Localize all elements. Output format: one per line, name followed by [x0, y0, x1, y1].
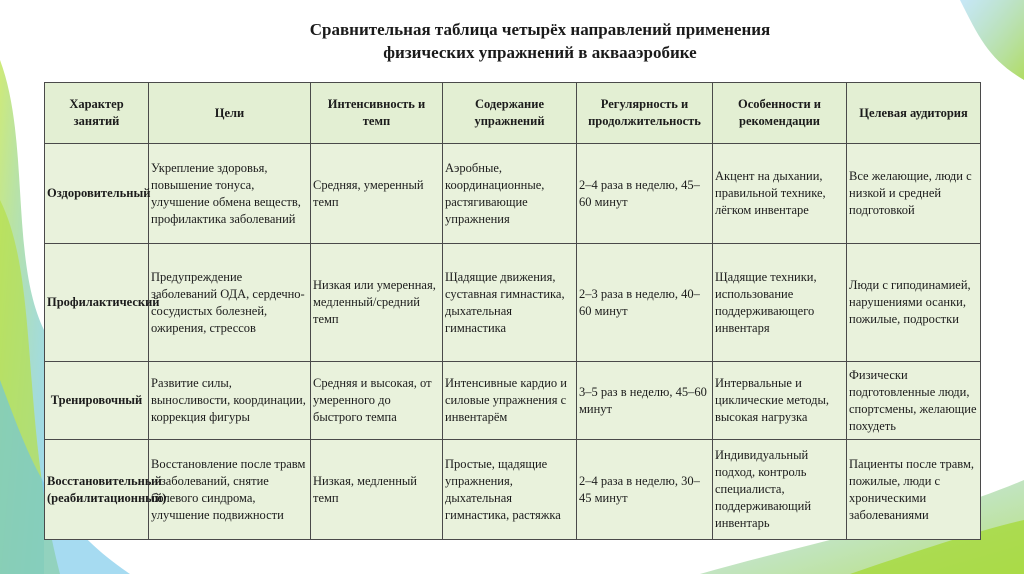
- table-cell: Интервальные и циклические методы, высокая нагрузка: [713, 362, 847, 440]
- table-cell: Физически подготовленные люди, спортсмены, желающие похудеть: [847, 362, 981, 440]
- table-cell: Пациенты после травм, пожилые, люди с хроническими заболеваниями: [847, 440, 981, 540]
- table-cell: Аэробные, координационные, растягивающие упражнения: [443, 144, 577, 244]
- table-cell: Все желающие, люди с низкой и средней подготовкой: [847, 144, 981, 244]
- table-cell: Акцент на дыхании, правильной технике, лёгком инвентаре: [713, 144, 847, 244]
- table-row: [45, 244, 981, 362]
- row-type-cell: Оздоровительный: [45, 144, 149, 244]
- table-cell: Предупреждение заболеваний ОДА, сердечно-сосудистых болезней, ожирения, стрессов: [149, 244, 311, 362]
- comparison-table: [44, 82, 981, 540]
- column-header: Цели: [149, 83, 311, 144]
- table-cell: Щадящие движения, суставная гимнастика, дыхательная гимнастика: [443, 244, 577, 362]
- table-cell: Простые, щадящие упражнения, дыхательная гимнастика, растяжка: [443, 440, 577, 540]
- row-type-cell: Восстановительный (реабилитационный): [45, 440, 149, 540]
- table-cell: Укрепление здоровья, повышение тонуса, улучшение обмена веществ, профилактика заболеваний: [149, 144, 311, 244]
- page-title: [200, 18, 880, 64]
- table-cell: Низкая или умеренная, медленный/средний темп: [311, 244, 443, 362]
- column-header: Интенсивность и темп: [311, 83, 443, 144]
- column-header: Содержание упражнений: [443, 83, 577, 144]
- row-type-cell: Тренировочный: [45, 362, 149, 440]
- table-cell: Средняя и высокая, от умеренного до быстрого темпа: [311, 362, 443, 440]
- table-cell: Развитие силы, выносливости, координации, коррекция фигуры: [149, 362, 311, 440]
- table-cell: 2–4 раза в неделю, 45–60 минут: [577, 144, 713, 244]
- column-header: Характер занятий: [45, 83, 149, 144]
- column-header: Регулярность и продолжительность: [577, 83, 713, 144]
- table-cell: Средняя, умеренный темп: [311, 144, 443, 244]
- table-cell: 3–5 раз в неделю, 45–60 минут: [577, 362, 713, 440]
- title-line-1: Сравнительная таблица четырёх направлений применения: [309, 20, 771, 39]
- table-cell: Интенсивные кардио и силовые упражнения с инвентарём: [443, 362, 577, 440]
- table-cell: 2–3 раза в неделю, 40–60 минут: [577, 244, 713, 362]
- column-header: Особенности и рекомендации: [713, 83, 847, 144]
- table-cell: Восстановление после травм и заболеваний, снятие болевого синдрома, улучшение подвижности: [149, 440, 311, 540]
- table-cell: Низкая, медленный темп: [311, 440, 443, 540]
- table-cell: Люди с гиподинамией, нарушениями осанки, пожилые, подростки: [847, 244, 981, 362]
- table-cell: Щадящие техники, использование поддерживающего инвентаря: [713, 244, 847, 362]
- table-row: [45, 440, 981, 540]
- table-cell: Индивидуальный подход, контроль специалиста, поддерживающий инвентарь: [713, 440, 847, 540]
- column-header: Целевая аудитория: [847, 83, 981, 144]
- table-cell: 2–4 раза в неделю, 30–45 минут: [577, 440, 713, 540]
- table-row: [45, 362, 981, 440]
- row-type-cell: Профилактический: [45, 244, 149, 362]
- title-line-2: физических упражнений в аквааэробике: [383, 43, 697, 62]
- table-row: [45, 144, 981, 244]
- table-header-row: [45, 83, 981, 144]
